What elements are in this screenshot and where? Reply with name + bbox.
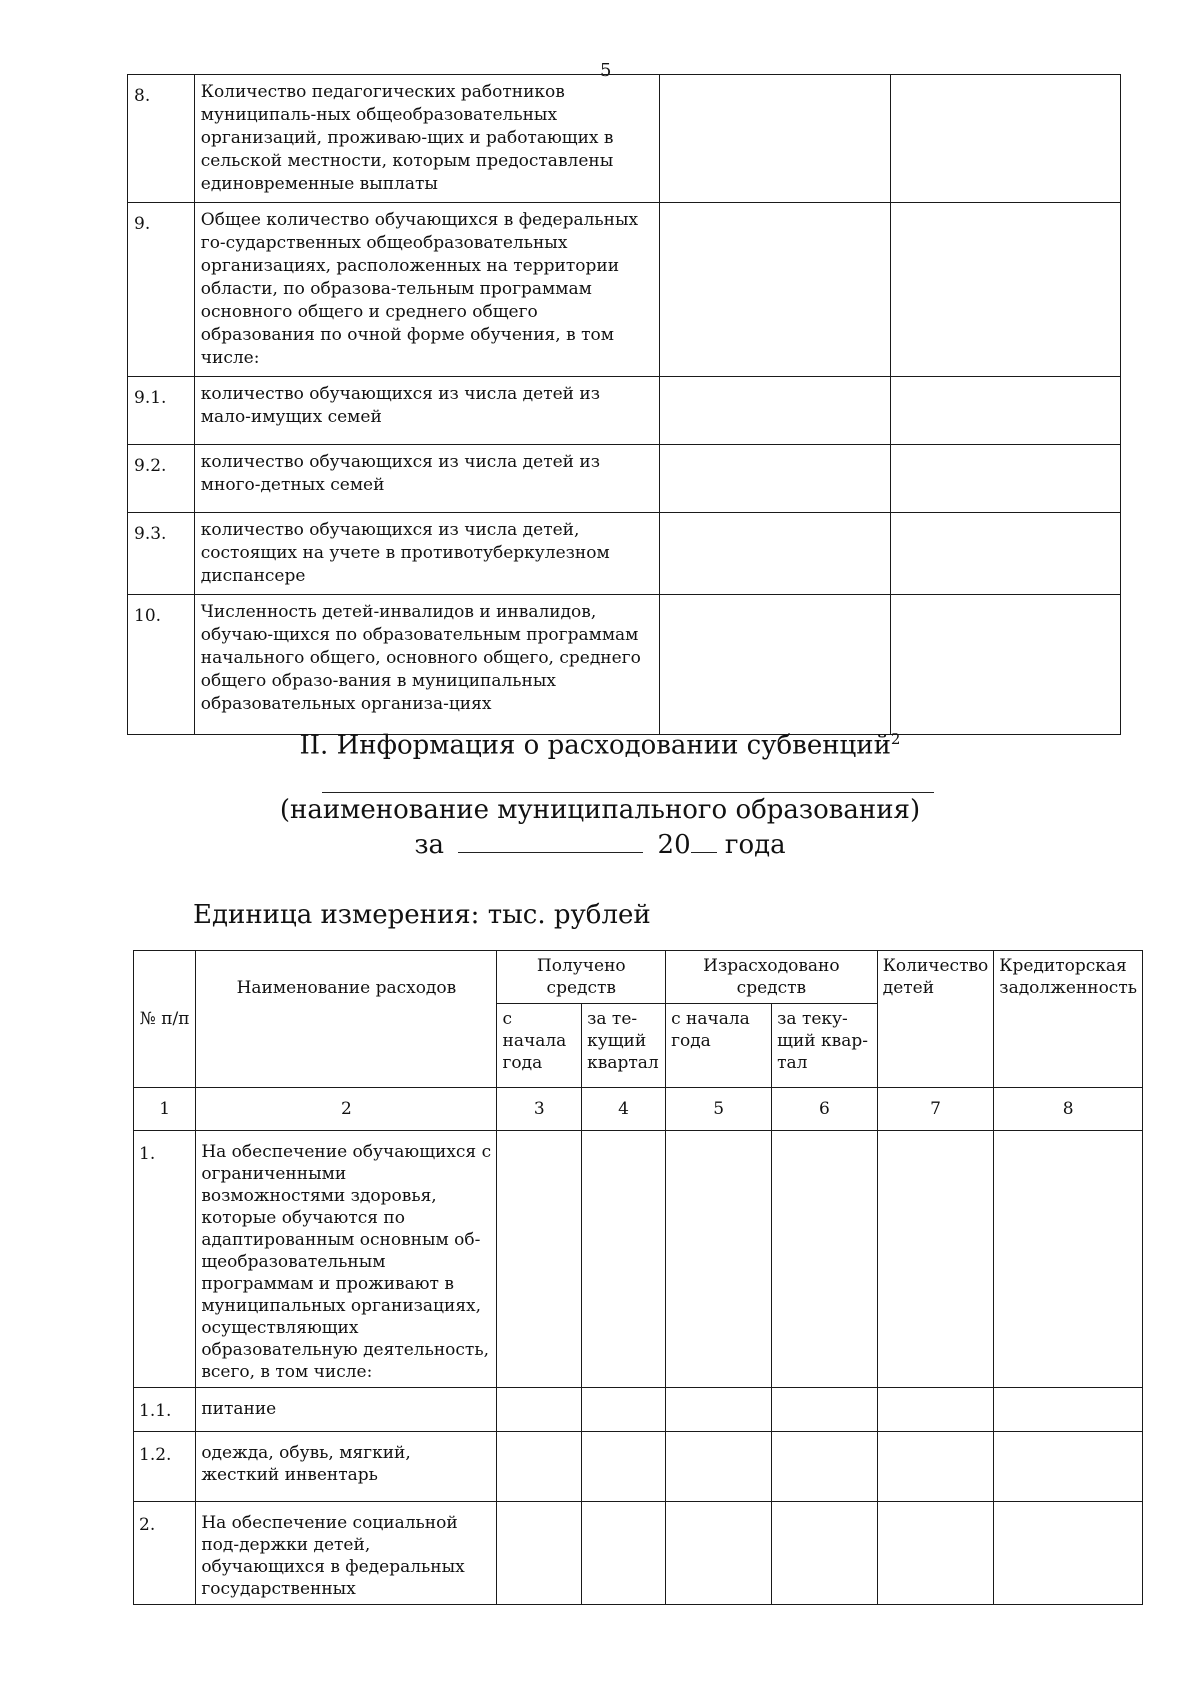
value-cell bbox=[666, 1432, 772, 1502]
column-index-row bbox=[134, 1088, 1143, 1131]
column-index: 5 bbox=[666, 1088, 772, 1131]
value-cell bbox=[772, 1388, 878, 1432]
table-row bbox=[134, 1502, 1143, 1605]
header-received: Получено средств bbox=[497, 951, 666, 1004]
value-cell bbox=[772, 1432, 878, 1502]
value-cell bbox=[660, 513, 890, 595]
unit-label: Единица измерения: тыс. рублей bbox=[193, 900, 651, 930]
row-number: 2. bbox=[134, 1502, 196, 1605]
subheader-quarter: за те-кущий квартал bbox=[582, 1004, 666, 1088]
header-num: № п/п bbox=[134, 951, 196, 1088]
table-row bbox=[128, 75, 1121, 203]
expenses-table bbox=[133, 950, 1143, 1605]
value-cell bbox=[994, 1432, 1143, 1502]
row-number: 9.2. bbox=[128, 445, 195, 513]
header-row bbox=[134, 951, 1143, 1004]
period-prefix: за bbox=[414, 830, 444, 860]
table-row bbox=[128, 203, 1121, 377]
period-suffix: года bbox=[724, 830, 786, 860]
row-name: На обеспечение социальной под-держки детей, обучающихся в федеральных государственных bbox=[196, 1502, 497, 1605]
section-title bbox=[0, 730, 1200, 761]
indicators-table bbox=[127, 74, 1121, 735]
value-cell bbox=[890, 203, 1120, 377]
value-cell bbox=[994, 1131, 1143, 1388]
column-index: 6 bbox=[772, 1088, 878, 1131]
column-index: 1 bbox=[134, 1088, 196, 1131]
table-row bbox=[128, 445, 1121, 513]
value-cell bbox=[877, 1432, 994, 1502]
row-number: 1. bbox=[134, 1131, 196, 1388]
row-text: Общее количество обучающихся в федеральных го-сударственных общеобразовательных организациях, расположенных на территории области, по образова-тельным программам основного общего и среднего общего образования по очной форме обучения, в том числе: bbox=[194, 203, 659, 377]
table-row bbox=[128, 377, 1121, 445]
row-text: Количество педагогических работников муниципаль-ных общеобразовательных организаций, проживаю-щих и работающих в сельской местности, которым предоставлены единовременные выплаты bbox=[194, 75, 659, 203]
period-line bbox=[0, 830, 1200, 860]
footnote-mark: 2 bbox=[890, 730, 901, 748]
subheader-from-year: с начала года bbox=[666, 1004, 772, 1088]
value-cell bbox=[497, 1502, 582, 1605]
value-cell bbox=[582, 1432, 666, 1502]
section-title-text: II. Информация о расходовании субвенций bbox=[299, 730, 891, 761]
column-index: 2 bbox=[196, 1088, 497, 1131]
year-blank bbox=[691, 830, 717, 853]
municipality-caption: (наименование муниципального образования) bbox=[279, 795, 921, 825]
value-cell bbox=[582, 1388, 666, 1432]
row-number: 1.2. bbox=[134, 1432, 196, 1502]
value-cell bbox=[497, 1388, 582, 1432]
subheader-from-year: с начала года bbox=[497, 1004, 582, 1088]
value-cell bbox=[877, 1388, 994, 1432]
value-cell bbox=[877, 1502, 994, 1605]
value-cell bbox=[497, 1432, 582, 1502]
table-row bbox=[134, 1388, 1143, 1432]
value-cell bbox=[890, 445, 1120, 513]
value-cell bbox=[890, 75, 1120, 203]
column-index: 4 bbox=[582, 1088, 666, 1131]
row-text: количество обучающихся из числа детей из много-детных семей bbox=[194, 445, 659, 513]
row-number: 10. bbox=[128, 595, 195, 735]
table-row bbox=[134, 1432, 1143, 1502]
value-cell bbox=[660, 445, 890, 513]
value-cell bbox=[666, 1131, 772, 1388]
table-row bbox=[128, 513, 1121, 595]
value-cell bbox=[877, 1131, 994, 1388]
value-cell bbox=[666, 1388, 772, 1432]
value-cell bbox=[497, 1131, 582, 1388]
row-number: 9. bbox=[128, 203, 195, 377]
row-text: Численность детей-инвалидов и инвалидов, обучаю-щихся по образовательным программам начального общего, основного общего, среднего общего образо-вания в муниципальных образовательных организа-циях bbox=[194, 595, 659, 735]
row-name: питание bbox=[196, 1388, 497, 1432]
value-cell bbox=[660, 595, 890, 735]
subheader-quarter: за теку-щий квар-тал bbox=[772, 1004, 878, 1088]
table-row bbox=[128, 595, 1121, 735]
header-spent: Израсходовано средств bbox=[666, 951, 878, 1004]
value-cell bbox=[772, 1502, 878, 1605]
municipality-blank-line bbox=[322, 792, 934, 793]
value-cell bbox=[660, 377, 890, 445]
header-name: Наименование расходов bbox=[196, 951, 497, 1088]
value-cell bbox=[666, 1502, 772, 1605]
value-cell bbox=[890, 513, 1120, 595]
column-index: 7 bbox=[877, 1088, 994, 1131]
value-cell bbox=[994, 1502, 1143, 1605]
value-cell bbox=[994, 1388, 1143, 1432]
row-name: На обеспечение обучающихся с ограниченными возможностями здоровья, которые обучаются по адаптированным основным об-щеобразовательным программам и проживают в муниципальных организациях, осуществляющих образовательную деятельность, всего, в том числе: bbox=[196, 1131, 497, 1388]
header-debt: Кредиторская задолженность bbox=[994, 951, 1143, 1088]
header-children: Количество детей bbox=[877, 951, 994, 1088]
row-name: одежда, обувь, мягкий, жесткий инвентарь bbox=[196, 1432, 497, 1502]
row-number: 9.1. bbox=[128, 377, 195, 445]
row-number: 8. bbox=[128, 75, 195, 203]
value-cell bbox=[660, 75, 890, 203]
period-year: 20 bbox=[657, 830, 691, 860]
value-cell bbox=[890, 595, 1120, 735]
row-number: 1.1. bbox=[134, 1388, 196, 1432]
period-blank bbox=[458, 830, 643, 853]
column-index: 3 bbox=[497, 1088, 582, 1131]
value-cell bbox=[772, 1131, 878, 1388]
table-row bbox=[134, 1131, 1143, 1388]
value-cell bbox=[890, 377, 1120, 445]
value-cell bbox=[582, 1131, 666, 1388]
row-number: 9.3. bbox=[128, 513, 195, 595]
page-number: 5 bbox=[600, 60, 612, 81]
column-index: 8 bbox=[994, 1088, 1143, 1131]
value-cell bbox=[582, 1502, 666, 1605]
row-text: количество обучающихся из числа детей из мало-имущих семей bbox=[194, 377, 659, 445]
row-text: количество обучающихся из числа детей, состоящих на учете в противотуберкулезном диспансере bbox=[194, 513, 659, 595]
value-cell bbox=[660, 203, 890, 377]
